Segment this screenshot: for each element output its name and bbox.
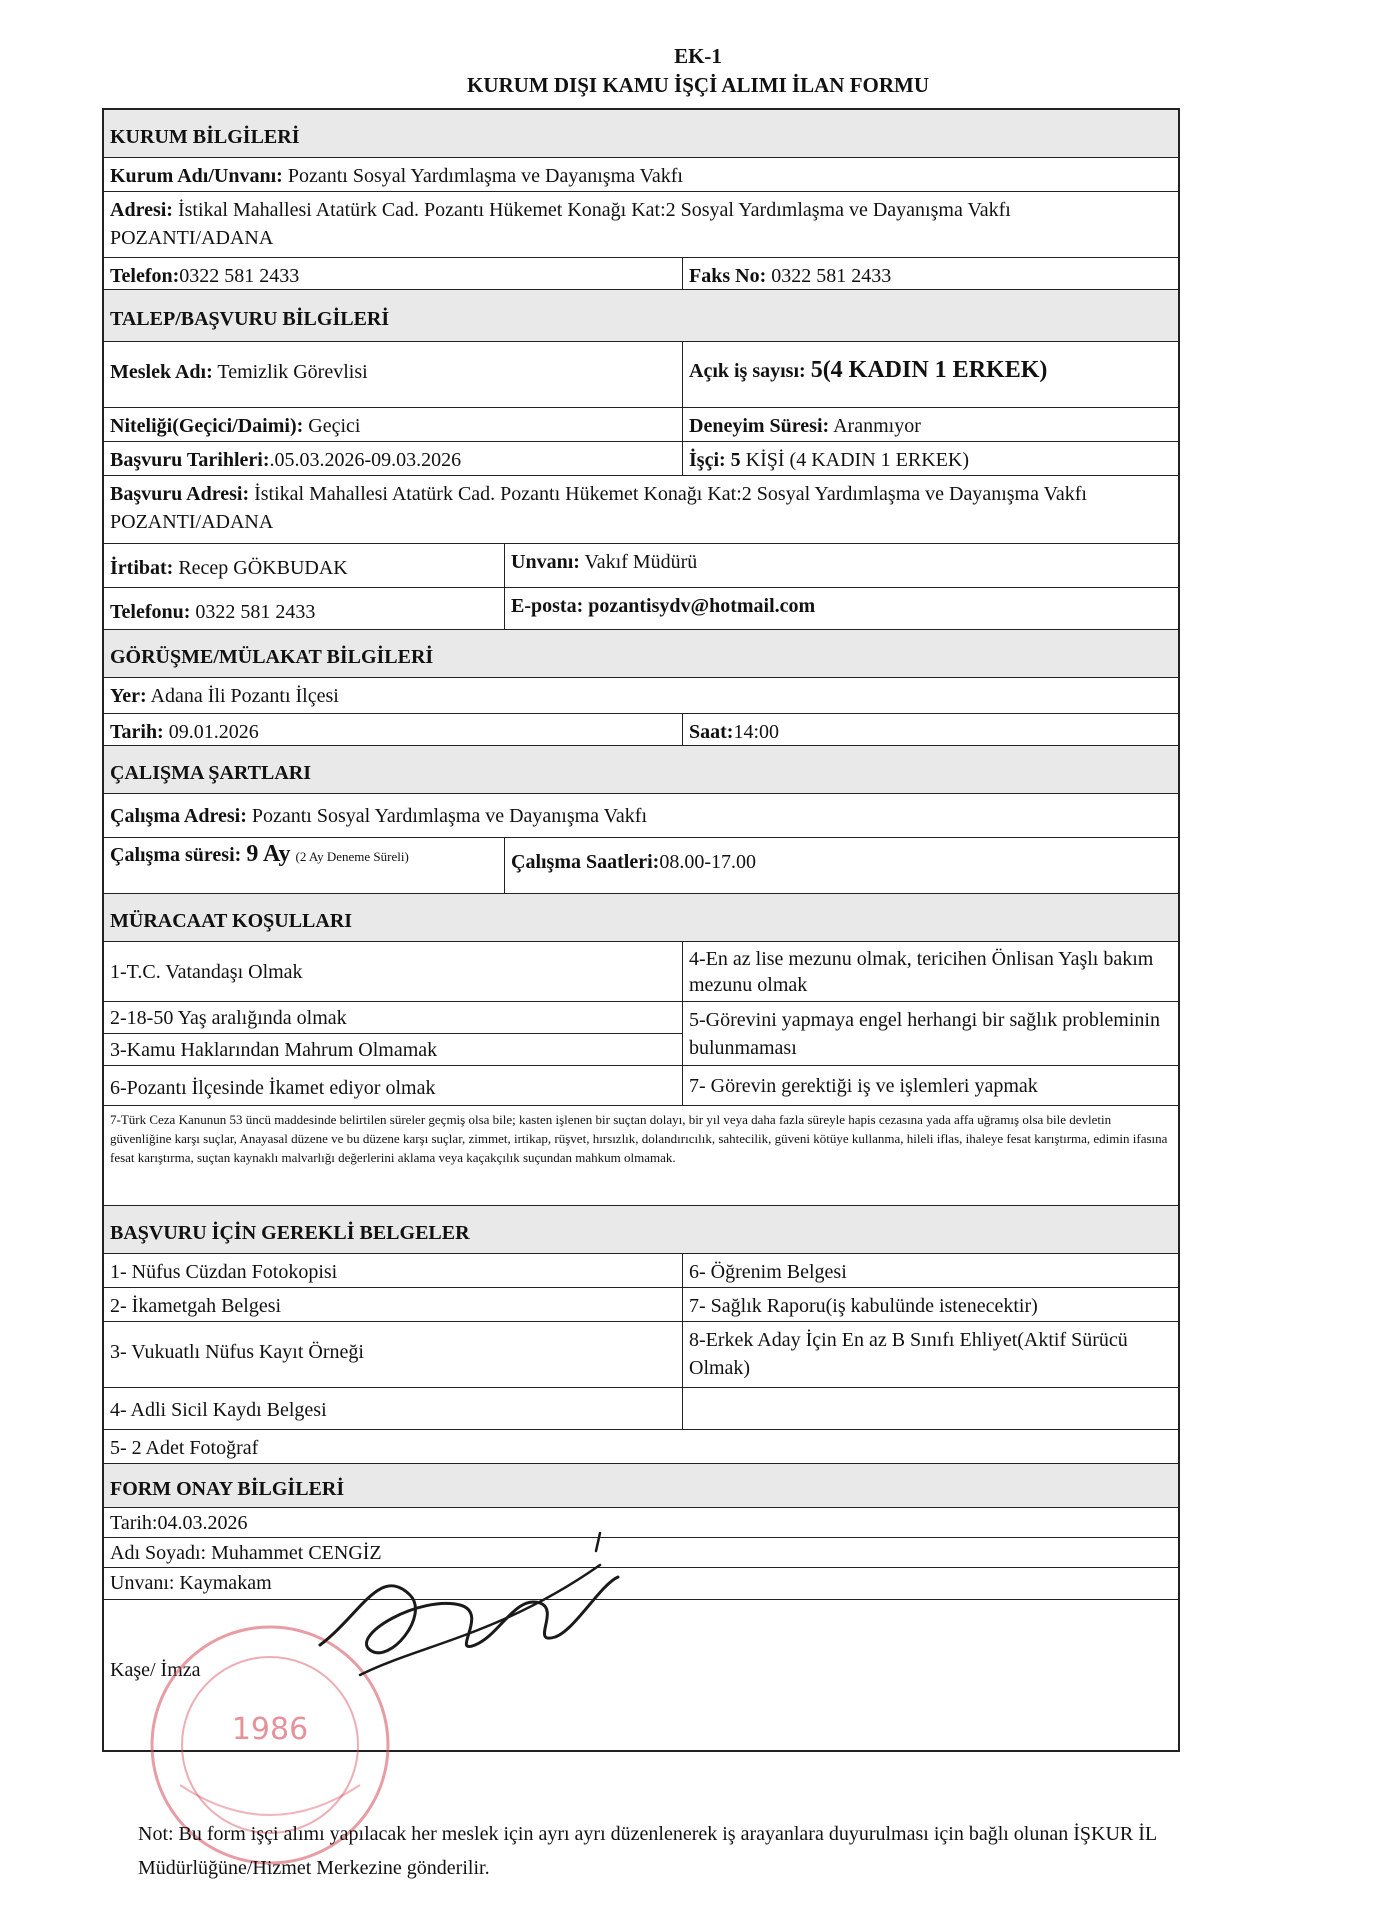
onay-tarih: Tarih:04.03.2026 (110, 1512, 248, 1534)
section-onay: FORM ONAY BİLGİLERİ (104, 1464, 1178, 1508)
calisma-sure-row: Çalışma süresi: 9 Ay (2 Ay Deneme Süreli) Çalışma Saatleri:08.00-17.00 (104, 838, 1178, 894)
kosul-7-detay: 7-Türk Ceza Kanunun 53 üncü maddesinde belirtilen süreler geçmiş olsa bile; kasten işlenen bir suçtan dolayı, bir yıl veya daha fazla süreyle hapis cezasına yada affa uğramış olsa bile devletin güvenliğine karşı suçlar, Anayasal düzene ve bu düzene karşı suçlar, zimmet, irtikap, rüşvet, hırsızlık, dolandırıcılık, sahtecilik, güveni kötüye kullanma, hileli iflas, ihaleye fesat karıştırma, edimin ifasına fesat karıştırma, suçtan kaynaklı malvarlığı değerlerini aklama veya kaçakçılık suçundan mahkum olmamak. (110, 1112, 1168, 1165)
deneme-suresi: (2 Ay Deneme Süreli) (295, 849, 409, 864)
section-gorusme: GÖRÜŞME/MÜLAKAT BİLGİLERİ (104, 630, 1178, 678)
belge-5: 5- 2 Adet Fotoğraf (110, 1437, 259, 1459)
section-kurum: KURUM BİLGİLERİ (104, 110, 1178, 158)
mulakat-saati: 14:00 (733, 721, 780, 743)
belge-3: 3- Vukuatlı Nüfus Kayıt Örneği (110, 1341, 364, 1363)
basvuru-tarihleri: .05.03.2026-09.03.2026 (269, 449, 462, 471)
kosul-1: 1-T.C. Vatandaşı Olmak (110, 961, 303, 983)
basvuru-adres-row: Başvuru Adresi: İstikal Mahallesi Atatürk Cad. Pozantı Hükemet Konağı Kat:2 Sosyal Yardımlaşma ve Dayanışma Vakfı POZANTI/ADANA (104, 476, 1178, 544)
irtibat-row: İrtibat: Recep GÖKBUDAK Unvanı: Vakıf Müdürü (104, 544, 1178, 588)
eposta-link[interactable]: pozantisydv@hotmail.com (588, 595, 816, 617)
irtibat: Recep GÖKBUDAK (178, 557, 348, 579)
belge-row-3 (104, 1322, 1178, 1388)
kosul-7: 7- Görevin gerektiği iş ve işlemleri yapmak (682, 1066, 1178, 1105)
belge-4: 4- Adli Sicil Kaydı Belgesi (110, 1399, 327, 1421)
belge-1: 1- Nüfus Cüzdan Fotokopisi (110, 1261, 338, 1283)
mulakat-yeri: Adana İli Pozantı İlçesi (150, 685, 339, 707)
belge-7: 7- Sağlık Raporu(iş kabulünde istenecektir) (682, 1288, 1178, 1321)
signature-image (300, 1525, 630, 1695)
calisma-suresi: 9 Ay (246, 841, 291, 867)
section-belgeler: BAŞVURU İÇİN GEREKLİ BELGELER (104, 1206, 1178, 1254)
meslek-row: Meslek Adı: Temizlik Görevlisi Açık iş sayısı: 5(4 KADIN 1 ERKEK) (104, 342, 1178, 408)
kosul-row-1 (104, 942, 1178, 1002)
nitelik: Geçici (308, 415, 361, 437)
kosul-5: 5-Görevini yapmaya engel herhangi bir sağlık probleminin bulunmaması (682, 1002, 1178, 1065)
deneyim: Aranmıyor (833, 415, 921, 437)
basvuru-adresi: İstikal Mahallesi Atatürk Cad. Pozantı Hükemet Konağı Kat:2 Sosyal Yardımlaşma ve Dayanışma Vakfı POZANTI/ADANA (110, 483, 1087, 533)
mulakat-tarihi: 09.01.2026 (168, 721, 259, 743)
stamp-year: 1986 (231, 1712, 309, 1747)
footer-note: Not: Bu form işçi alımı yapılacak her meslek için ayrı ayrı düzenlenerek iş arayanlara duyurulması için bağlı olunan İŞKUR İL Müdürlüğüne/Hizmet Merkezine gönderilir. (138, 1823, 1157, 1879)
kase-imza-label: Kaşe/ İmza (110, 1659, 201, 1681)
belge-2: 2- İkametgah Belgesi (110, 1295, 282, 1317)
kosul-3: 3-Kamu Haklarından Mahrum Olmamak (110, 1039, 438, 1061)
isci-sayisi: KİŞİ (4 KADIN 1 ERKEK) (745, 449, 969, 471)
section-calisma: ÇALIŞMA ŞARTLARI (104, 746, 1178, 794)
belge-row-4 (104, 1388, 1178, 1430)
onay-unvan: Unvanı: Kaymakam (110, 1572, 272, 1594)
kurum-telefon: 0322 581 2433 (179, 265, 300, 287)
kosul-4: 4-En az lise mezunu olmak, tericihen Önlisan Yaşlı bakım mezunu olmak (682, 942, 1178, 1001)
kurum-adi: Pozantı Sosyal Yardımlaşma ve Dayanışma Vakfı (287, 165, 683, 187)
yer-row: Yer: Adana İli Pozantı İlçesi (104, 678, 1178, 714)
onay-unvan-row (104, 1568, 1178, 1600)
belge-row-1 (104, 1254, 1178, 1288)
kosul-row-3 (104, 1066, 1178, 1106)
kosul-6: 6-Pozantı İlçesinde İkamet ediyor olmak (110, 1077, 436, 1099)
onay-adi-soyadi: Adı Soyadı: Muhammet CENGİZ (110, 1542, 382, 1564)
kurum-adres: İstikal Mahallesi Atatürk Cad. Pozantı Hükemet Konağı Kat:2 Sosyal Yardımlaşma ve Dayanışma Vakfı POZANTI/ADANA (110, 199, 1011, 249)
kosul-row-2 (104, 1002, 1178, 1066)
irtibat-telefon: 0322 581 2433 (195, 601, 316, 623)
iletisim-row: Telefonu: 0322 581 2433 E-posta: pozantisydv@hotmail.com (104, 588, 1178, 630)
basvuru-tarih-row: Başvuru Tarihleri:.05.03.2026-09.03.2026 İşçi: 5 KİŞİ (4 KADIN 1 ERKEK) (104, 442, 1178, 476)
acik-is-sayisi: 5(4 KADIN 1 ERKEK) (810, 357, 1048, 383)
kurum-faks: 0322 581 2433 (771, 265, 892, 287)
calisma-adres-row: Çalışma Adresi: Pozantı Sosyal Yardımlaşma ve Dayanışma Vakfı (104, 794, 1178, 838)
form-table (102, 108, 1180, 1752)
belge-8: 8-Erkek Aday İçin En az B Sınıfı Ehliyet(Aktif Sürücü Olmak) (682, 1322, 1178, 1387)
belge-row-5 (104, 1430, 1178, 1464)
section-talep: TALEP/BAŞVURU BİLGİLERİ (104, 290, 1178, 342)
irtibat-unvan: Vakıf Müdürü (584, 551, 698, 573)
meslek-adi: Temizlik Görevlisi (217, 361, 368, 383)
kurum-telefon-row: Telefon:0322 581 2433 Faks No: 0322 581 2433 (104, 258, 1178, 290)
kosul-2: 2-18-50 Yaş aralığında olmak (104, 1002, 682, 1034)
kurum-adres-row: Adresi: İstikal Mahallesi Atatürk Cad. Pozantı Hükemet Konağı Kat:2 Sosyal Yardımlaşma ve Dayanışma Vakfı POZANTI/ADANA (104, 192, 1178, 258)
nitelik-row: Niteliği(Geçici/Daimi): Geçici Deneyim Süresi: Aranmıyor (104, 408, 1178, 442)
belge-row-2 (104, 1288, 1178, 1322)
calisma-saatleri: 08.00-17.00 (659, 851, 756, 873)
tarih-saat-row: Tarih: 09.01.2026 Saat:14:00 (104, 714, 1178, 746)
onay-adi-row (104, 1538, 1178, 1568)
form-ek-label: EK-1 (674, 44, 722, 68)
form-title: KURUM DIŞI KAMU İŞÇİ ALIMI İLAN FORMU (466, 73, 930, 97)
kosul-7-detay-row (104, 1106, 1178, 1206)
calisma-adresi: Pozantı Sosyal Yardımlaşma ve Dayanışma Vakfı (251, 805, 647, 827)
belge-6: 6- Öğrenim Belgesi (682, 1254, 1178, 1287)
section-muracaat: MÜRACAAT KOŞULLARI (104, 894, 1178, 942)
onay-tarih-row (104, 1508, 1178, 1538)
kurum-adi-row: Kurum Adı/Unvanı: Pozantı Sosyal Yardımlaşma ve Dayanışma Vakfı (104, 158, 1178, 192)
